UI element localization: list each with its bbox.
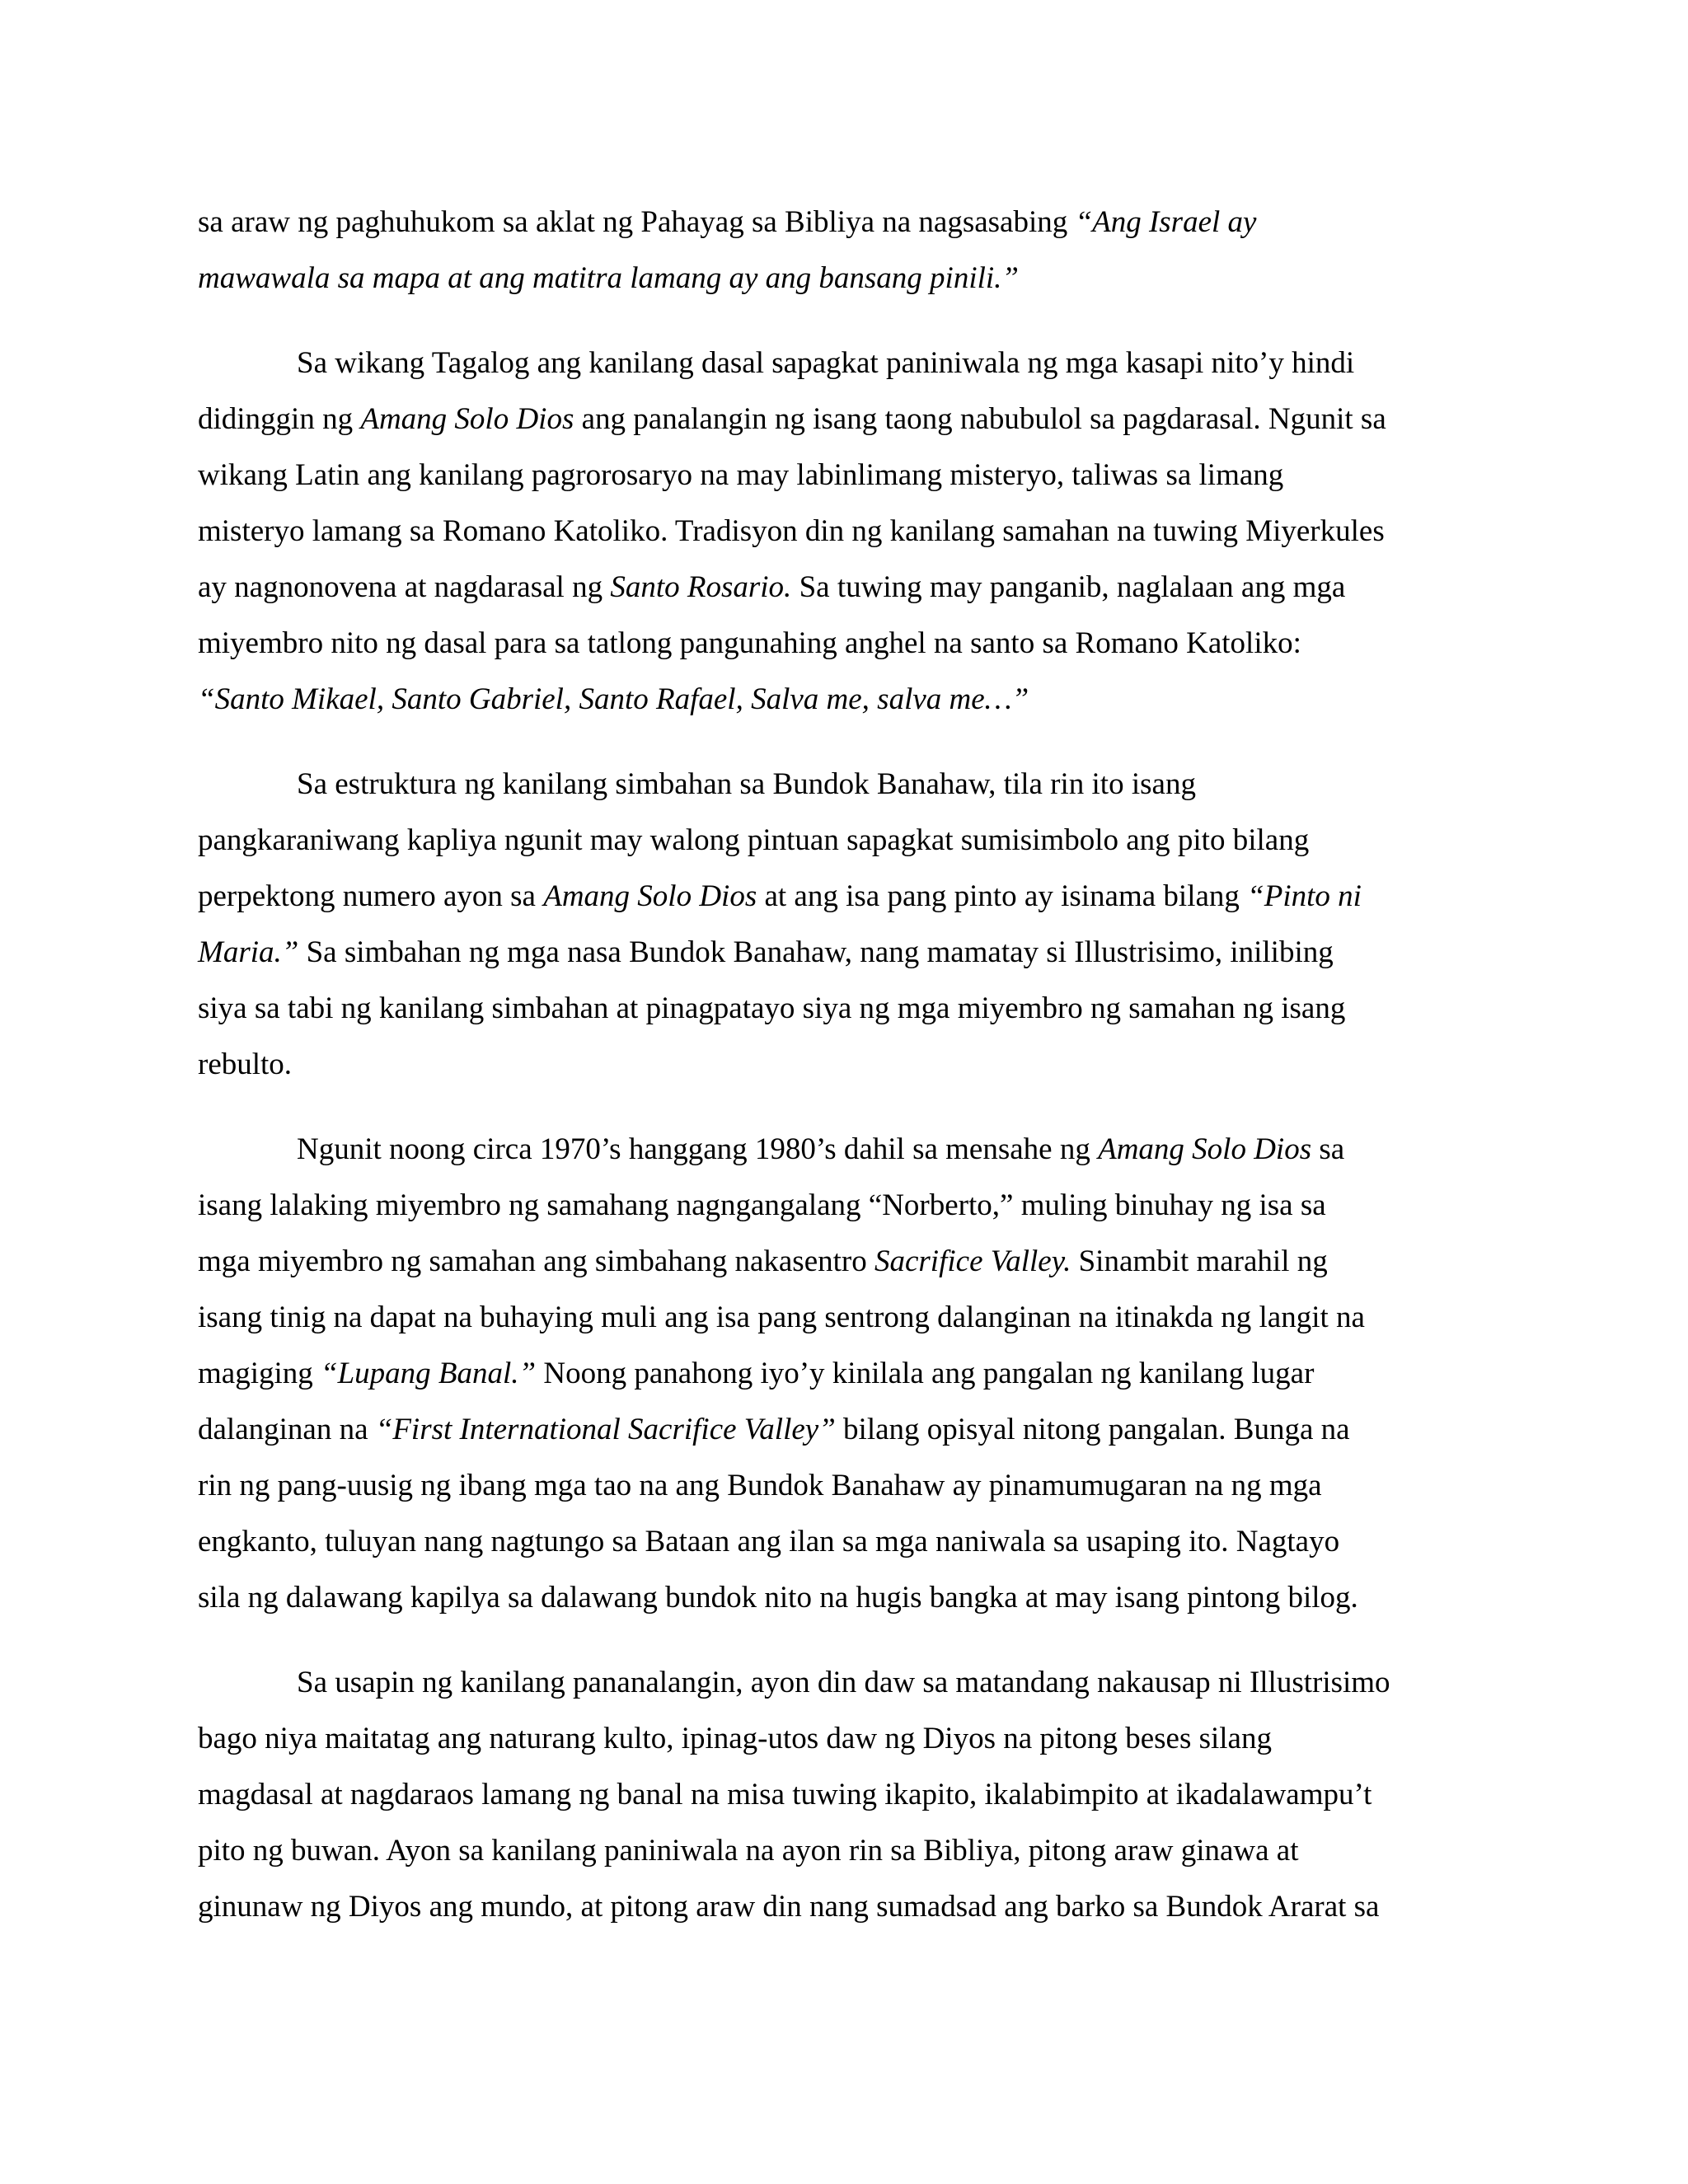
text-run: ginunaw ng Diyos ang mundo, at pitong araw din nang sumadsad ang barko sa Bundok Ararat sa (198, 1890, 1380, 1924)
text-run: isang lalaking miyembro ng samahang nagngangalang “Norberto,” muling binuhay ng isa sa (198, 1188, 1326, 1222)
paragraph-gap (198, 728, 1484, 757)
text-line (198, 925, 1484, 981)
text-run: Sa usapin ng kanilang pananalangin, ayon din daw sa matandang nakausap ni Illustrisimo (297, 1666, 1390, 1699)
text-line (198, 672, 1484, 728)
text-run: didinggin ng (198, 402, 361, 436)
italic-text: Sacrifice Valley. (874, 1244, 1071, 1278)
text-run: misteryo lamang sa Romano Katoliko. Tradisyon din ng kanilang samahan na tuwing Miyerkules (198, 514, 1385, 548)
text-line (198, 1879, 1484, 1935)
italic-text: Maria.” (198, 935, 299, 969)
text-line (198, 1767, 1484, 1823)
italic-text: “Pinto ni (1247, 879, 1362, 913)
text-line (198, 1122, 1484, 1178)
text-line (198, 616, 1484, 672)
italic-text: “Santo Mikael, Santo Gabriel, Santo Rafael, Salva me, salva me…” (198, 682, 1029, 716)
italic-text: “Lupang Banal.” (321, 1357, 537, 1390)
text-run: pito ng buwan. Ayon sa kanilang paniniwala na ayon rin sa Bibliya, pitong araw ginawa at (198, 1834, 1299, 1868)
text-line (198, 1655, 1484, 1711)
text-run: at ang isa pang pinto ay isinama bilang (757, 879, 1248, 913)
text-line (198, 560, 1484, 616)
paragraph-gap (198, 1626, 1484, 1655)
paragraph (198, 1655, 1484, 1935)
text-line (198, 251, 1484, 307)
paragraph-gap (198, 1093, 1484, 1122)
text-run: perpektong numero ayon sa (198, 879, 544, 913)
text-run: bago niya maitatag ang naturang kulto, ipinag-utos daw ng Diyos na pitong beses silang (198, 1722, 1272, 1755)
text-run: sa araw ng paghuhukom sa aklat ng Pahayag sa Bibliya na nagsasabing (198, 205, 1076, 239)
text-line (198, 391, 1484, 448)
text-run: magiging (198, 1357, 321, 1390)
text-run: mga miyembro ng samahan ang simbahang nakasentro (198, 1244, 874, 1278)
text-line (198, 1711, 1484, 1767)
text-run: Ngunit noong circa 1970’s hanggang 1980’s dahil sa mensahe ng (297, 1132, 1099, 1166)
text-run: bilang opisyal nitong pangalan. Bunga na (835, 1413, 1350, 1446)
text-run: Sa estruktura ng kanilang simbahan sa Bundok Banahaw, tila rin ito isang (297, 767, 1196, 801)
text-run: magdasal at nagdaraos lamang ng banal na misa tuwing ikapito, ikalabimpito at ikadalawampu’t (198, 1778, 1372, 1811)
text-run: pangkaraniwang kapliya ngunit may walong pintuan sapagkat sumisimbolo ang pito bilang (198, 823, 1310, 857)
text-line (198, 813, 1484, 869)
text-line (198, 1346, 1484, 1402)
text-run: miyembro nito ng dasal para sa tatlong pangunahing anghel na santo sa Romano Katoliko: (198, 626, 1301, 660)
text-line (198, 1037, 1484, 1093)
text-run: Sinambit marahil ng (1071, 1244, 1328, 1278)
text-line (198, 504, 1484, 560)
italic-text: Amang Solo Dios (360, 402, 574, 436)
text-line (198, 757, 1484, 813)
paragraph-gap (198, 307, 1484, 335)
paragraph (198, 335, 1484, 728)
text-run: wikang Latin ang kanilang pagrorosaryo na may labinlimang misteryo, taliwas sa limang (198, 458, 1284, 492)
italic-text: Santo Rosario. (610, 570, 792, 604)
paragraph (198, 194, 1484, 307)
text-run: siya sa tabi ng kanilang simbahan at pinagpatayo siya ng mga miyembro ng samahan ng isang (198, 991, 1346, 1025)
italic-text: “Ang Israel ay (1075, 205, 1257, 239)
text-run: rebulto. (198, 1047, 293, 1081)
text-run: engkanto, tuluyan nang nagtungo sa Bataan ang ilan sa mga naniwala sa usaping ito. Nagtayo (198, 1525, 1340, 1558)
document-body (198, 194, 1484, 1935)
text-line (198, 981, 1484, 1037)
text-line (198, 1458, 1484, 1514)
text-line (198, 448, 1484, 504)
text-line (198, 1402, 1484, 1458)
text-run: isang tinig na dapat na buhaying muli ang isa pang sentrong dalanginan na itinakda ng langit na (198, 1301, 1365, 1334)
text-run: ay nagnonovena at nagdarasal ng (198, 570, 611, 604)
italic-text: mawawala sa mapa at ang matitra lamang ay ang bansang pinili.” (198, 261, 1019, 295)
text-run: Sa tuwing may panganib, naglalaan ang mga (791, 570, 1346, 604)
italic-text: “First International Sacrifice Valley” (375, 1413, 836, 1446)
text-line (198, 1234, 1484, 1290)
italic-text: Amang Solo Dios (543, 879, 757, 913)
text-run: sila ng dalawang kapilya sa dalawang bundok nito na hugis bangka at may isang pintong bilog. (198, 1581, 1358, 1615)
text-line (198, 335, 1484, 391)
text-run: Noong panahong iyo’y kinilala ang pangalan ng kanilang lugar (536, 1357, 1315, 1390)
text-line (198, 1570, 1484, 1626)
text-run: Sa wikang Tagalog ang kanilang dasal sapagkat paniniwala ng mga kasapi nito’y hindi (297, 346, 1355, 380)
text-run: Sa simbahan ng mga nasa Bundok Banahaw, nang mamatay si Illustrisimo, inilibing (298, 935, 1334, 969)
italic-text: Amang Solo Dios (1098, 1132, 1312, 1166)
text-run: rin ng pang-uusig ng ibang mga tao na ang Bundok Banahaw ay pinamumugaran na ng mga (198, 1469, 1322, 1502)
text-line (198, 869, 1484, 925)
text-line (198, 1178, 1484, 1234)
text-line (198, 1514, 1484, 1570)
text-run: dalanginan na (198, 1413, 376, 1446)
text-line (198, 1290, 1484, 1346)
paragraph (198, 757, 1484, 1093)
text-run: sa (1311, 1132, 1345, 1166)
text-line (198, 1823, 1484, 1879)
paragraph (198, 1122, 1484, 1626)
text-line (198, 194, 1484, 251)
text-run: ang panalangin ng isang taong nabubulol sa pagdarasal. Ngunit sa (574, 402, 1386, 436)
